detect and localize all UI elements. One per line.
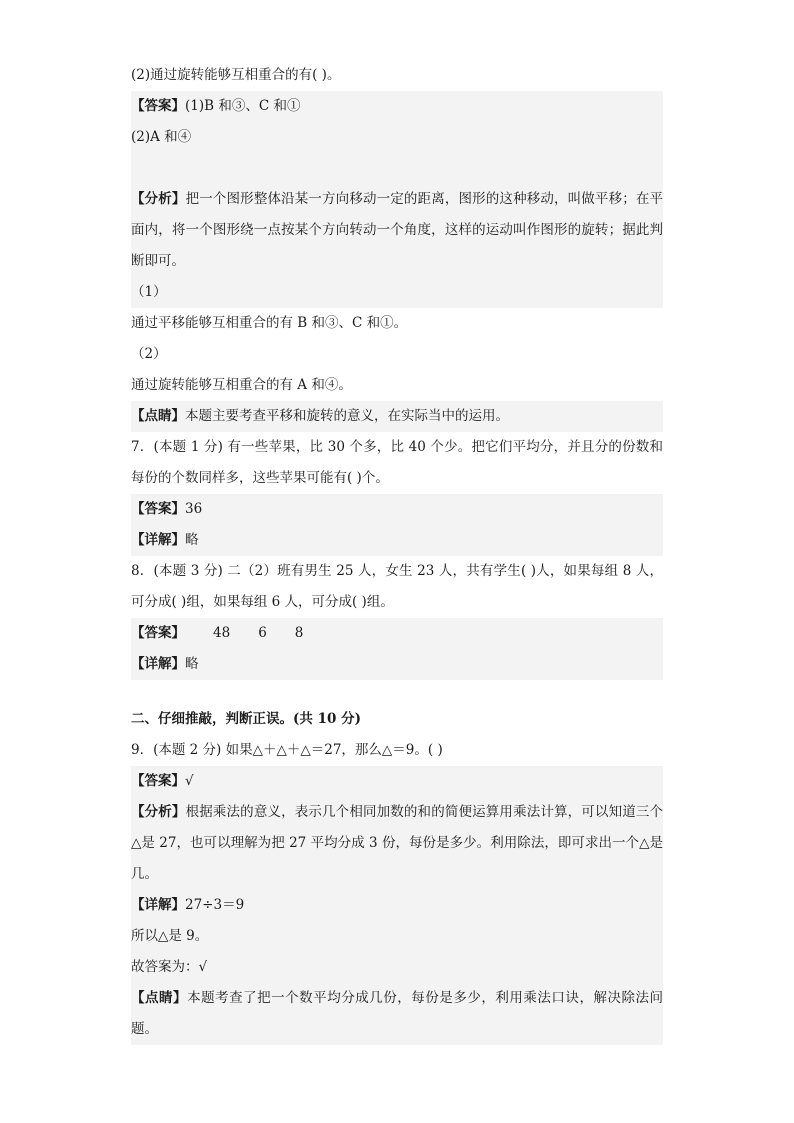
detail-line-3: 故答案为：√	[131, 959, 208, 975]
part-2-text: 通过旋转能够互相重合的有 A 和④。	[131, 377, 352, 393]
answer-value-3: 8	[294, 625, 304, 641]
question-8: 8．(本题 3 分) 二（2）班有男生 25 人，女生 23 人，共有学生( )人，如果每组 8 人，可分成( )组，如果每组 6 人，可分成( )组。	[131, 563, 663, 610]
blank-space	[131, 153, 663, 184]
part-2-label: （2）	[131, 346, 167, 362]
question-9: 9．(本题 2 分) 如果△＋△＋△＝27，那么△＝9。( )	[131, 742, 443, 758]
analysis-label: 【分析】	[131, 191, 186, 207]
answer-block-8	[131, 618, 663, 680]
note-line	[131, 401, 663, 432]
note-text: 本题考查了把一个数平均分成几份，每份是多少，利用乘法口诀，解决除法问题。	[131, 990, 664, 1037]
answer-block-7	[131, 494, 663, 556]
answer-line	[131, 766, 663, 797]
answer-block-6	[131, 91, 663, 308]
detail-text: 略	[185, 656, 199, 672]
answer-label: 【答案】	[131, 98, 185, 114]
answer-line	[131, 91, 663, 122]
detail-line	[131, 525, 663, 556]
detail-text: 27÷3＝9	[185, 897, 245, 913]
document-page	[131, 60, 663, 1045]
note-label: 【点睛】	[131, 990, 188, 1006]
question-7: 7．(本题 1 分) 有一些苹果，比 30 个多，比 40 个少。把它们平均分，并且分的份数和每份的个数同样多，这些苹果可能有( )个。	[131, 439, 663, 486]
answer-value: 36	[185, 501, 203, 517]
analysis-text: 把一个图形整体沿某一方向移动一定的距离，图形的这种移动，叫做平移；在平面内，将一个图形绕一点按某个方向转动一个角度，这样的运动叫作图形的旋转；据此判断即可。	[131, 191, 664, 269]
section-2-title: 二、仔细推敲，判断正误。(共 10 分)	[131, 711, 361, 727]
note-paragraph	[131, 983, 663, 1045]
analysis-paragraph	[131, 797, 663, 890]
answer-value: √	[185, 773, 194, 789]
analysis-text: 根据乘法的意义，表示几个相同加数的和的简便运算用乘法计算，可以知道三个△是 27，也可以理解为把 27 平均分成 3 份，每份是多少。利用除法，即可求出一个△是几。	[131, 804, 664, 882]
answer-line-2: (2)A 和④	[131, 129, 192, 145]
note-text: 本题主要考查平移和旋转的意义，在实际当中的运用。	[185, 408, 509, 424]
analysis-paragraph	[131, 184, 663, 277]
analysis-label: 【分析】	[131, 804, 186, 820]
detail-line	[131, 649, 663, 680]
section-spacer	[131, 680, 663, 704]
answer-value-1: 48	[213, 625, 231, 641]
note-block-6	[131, 401, 663, 432]
answer-label: 【答案】	[131, 773, 185, 789]
part-1-text: 通过平移能够互相重合的有 B 和③、C 和①。	[131, 315, 408, 331]
answer-label: 【答案】	[131, 501, 185, 517]
answer-line	[131, 618, 663, 649]
detail-line-2: 所以△是 9。	[131, 928, 209, 944]
answer-block-9	[131, 766, 663, 1045]
part-1-label: （1）	[131, 284, 167, 300]
answer-value-2: 6	[258, 625, 267, 641]
detail-label: 【详解】	[131, 532, 185, 548]
answer-label: 【答案】	[131, 625, 185, 641]
detail-label: 【详解】	[131, 897, 185, 913]
answer-text: (1)B 和③、C 和①	[185, 98, 301, 114]
detail-label: 【详解】	[131, 656, 185, 672]
note-label: 【点睛】	[131, 408, 185, 424]
detail-line	[131, 890, 663, 921]
detail-text: 略	[185, 532, 199, 548]
question-6-part-2: (2)通过旋转能够互相重合的有( )。	[131, 67, 341, 83]
answer-line	[131, 494, 663, 525]
